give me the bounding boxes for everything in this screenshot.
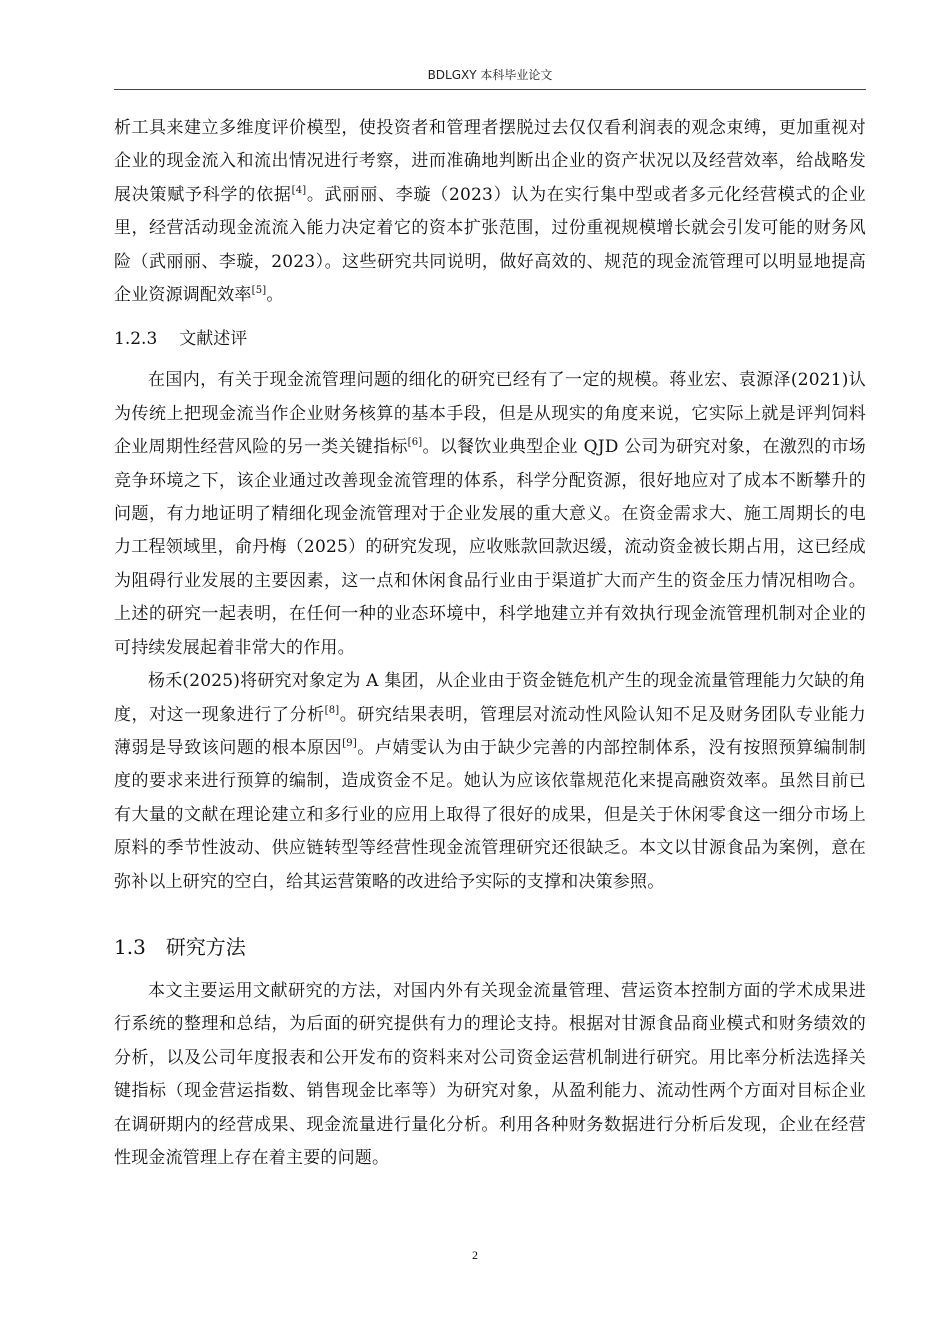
heading-title: 研究方法 bbox=[165, 934, 246, 959]
paragraph-text: 。以餐饮业典型企业 QJD 公司为研究对象，在激烈的市场竞争环境之下，该企业通过改善现金流管理的体系，科学分配资源，很好地应对了成本不断攀升的问题，有力地证明了精细化现金流管理对于企业发展的重大意义。在资金需求大、施工周期长的电力工程领域里，俞丹梅（2025）的研究发现，应收账款回款迟缓，流动资金被长期占用，这已经成为阻碍行业发展的主要因素，这一点和休闲食品行业由于渠道扩大而产生的资金压力情况相吻合。上述的研究一起表明，在任何一种的业态环境中，科学地建立并有效执行现金流管理机制对企业的可持续发展起着非常大的作用。 bbox=[114, 437, 866, 658]
paragraph-text: 析工具来建立多维度评价模型，使投资者和管理者摆脱过去仅仅看利润表的观念束缚，更加重视对企业的现金流入和流出情况进行考察，进而准确地判断出企业的资产状况以及经营效率，给战略发展决策赋予科学的依据 bbox=[114, 118, 866, 205]
paragraph-text: 杨禾(2025)将研究对象定为 A 集团，从企业由于资金链危机产生的现金流量管理能力欠缺的角度，对这一现象进行了分析 bbox=[114, 671, 866, 725]
header-rule bbox=[114, 89, 866, 90]
document-body bbox=[114, 112, 866, 1175]
paragraph-intro bbox=[114, 112, 866, 312]
paragraph-text: 。卢婧雯认为由于缺少完善的内部控制体系，没有按照预算编制制度的要求来进行预算的编制，造成资金不足。她认为应该依靠规范化来提高融资效率。虽然目前已有大量的文献在理论建立和多行业的应用上取得了很好的成果，但是关于休闲零食这一细分市场上原料的季节性波动、供应链转型等经营性现金流管理研究还很缺乏。本文以甘源食品为案例，意在弥补以上研究的空白，给其运营策略的改进给予实际的支撑和决策参照。 bbox=[114, 737, 866, 892]
citation-ref: [9] bbox=[342, 737, 357, 749]
paragraph-text: 在国内，有关于现金流管理问题的细化的研究已经有了一定的规模。蒋业宏、袁源泽(2021)认为传统上把现金流当作企业财务核算的基本手段，但是从现实的角度来说，它实际上就是评判饲料企业周期性经营风险的另一类关键指标 bbox=[114, 370, 866, 458]
heading-title: 文献述评 bbox=[179, 329, 248, 350]
paragraph-text: 。 bbox=[266, 285, 284, 306]
heading-number: 1.3 bbox=[114, 934, 146, 959]
paragraph-text: 。研究结果表明，管理层对流动性风险认知不足及财务团队专业能力薄弱是导致该问题的根本原因 bbox=[114, 704, 866, 758]
section-heading-1-3 bbox=[114, 927, 866, 967]
citation-ref: [4] bbox=[291, 184, 307, 196]
paragraph-text: 。武丽丽、李璇（2023）认为在实行集中型或者多元化经营模式的企业里，经营活动现金流流入能力决定着它的资本扩张范围，过份重视规模增长就会引发可能的财务风险（武丽丽、李璇，2023）。这些研究共同说明，做好高效的、规范的现金流管理可以明显地提高企业资源调配效率 bbox=[114, 184, 866, 306]
running-header: BDLGXY 本科毕业论文 bbox=[427, 68, 553, 82]
citation-ref: [6] bbox=[407, 437, 423, 449]
citation-ref: [8] bbox=[324, 704, 340, 716]
citation-ref: [5] bbox=[251, 285, 267, 297]
section-heading-1-2-3 bbox=[114, 322, 866, 356]
page-number: 2 bbox=[472, 1248, 478, 1262]
heading-number: 1.2.3 bbox=[114, 329, 158, 350]
paragraph-review-1 bbox=[114, 364, 866, 665]
paragraph-method: 本文主要运用文献研究的方法，对国内外有关现金流量管理、营运资本控制方面的学术成果进行系统的整理和总结，为后面的研究提供有力的理论支持。根据对甘源食品商业模式和财务绩效的分析，以及公司年度报表和公开发布的资料来对公司资金运营机制进行研究。用比率分析法选择关键指标（现金营运指数、销售现金比率等）为研究对象，从盈利能力、流动性两个方面对目标企业在调研期内的经营成果、现金流量进行量化分析。利用各种财务数据进行分析后发现，企业在经营性现金流管理上存在着主要的问题。 bbox=[114, 980, 866, 1168]
paragraph-review-2 bbox=[114, 665, 866, 899]
